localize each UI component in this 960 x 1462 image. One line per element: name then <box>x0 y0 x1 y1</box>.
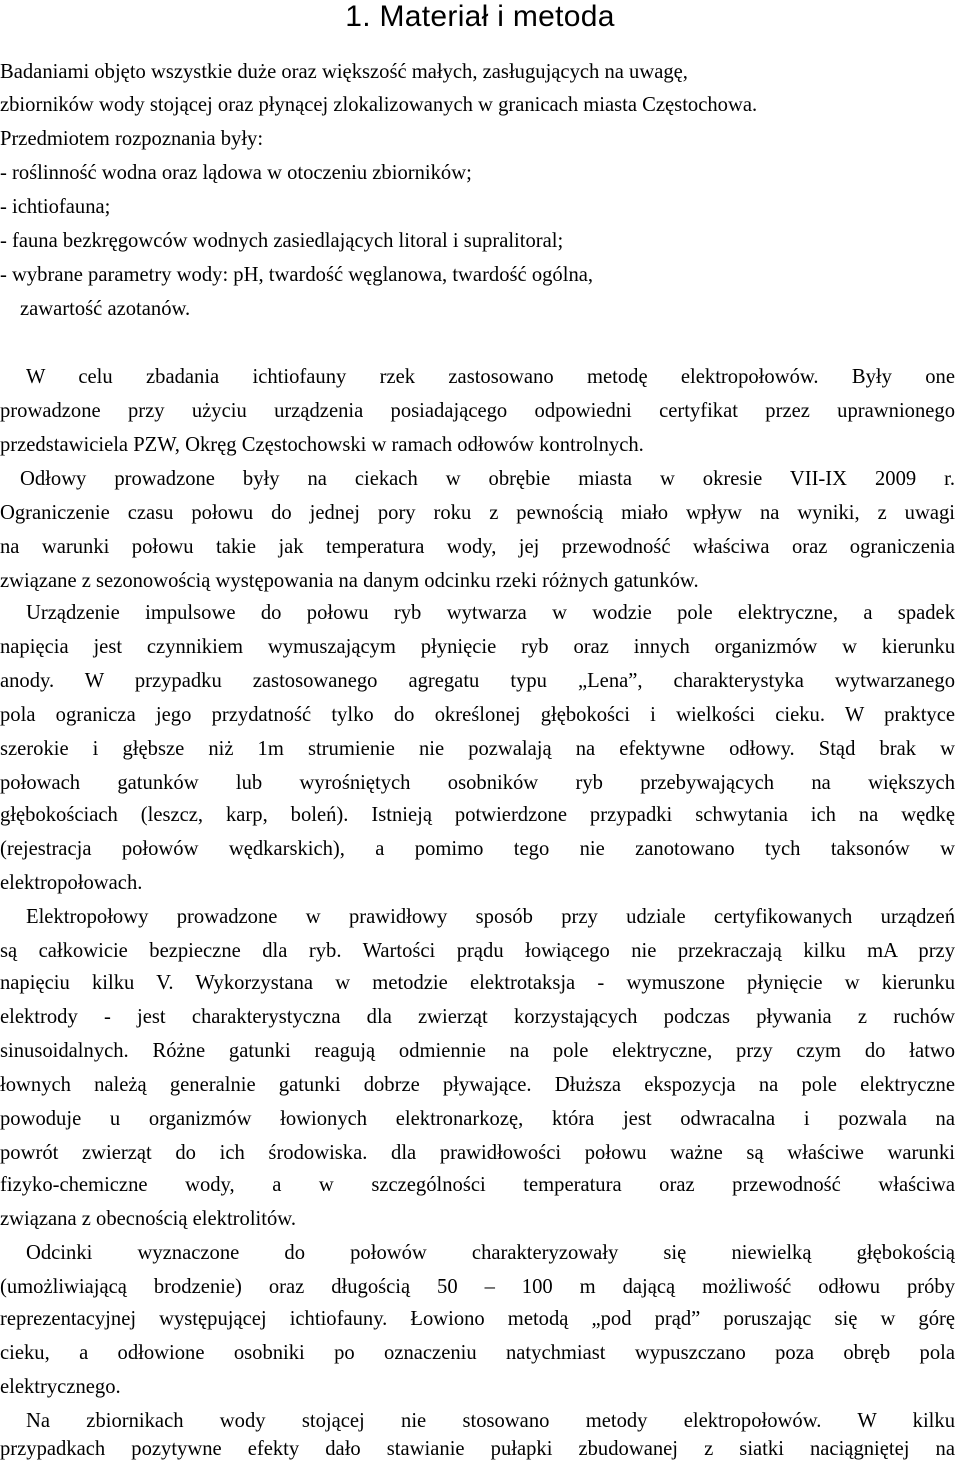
text-line: na warunki połowu takie jak temperatura wody, jej przewodność właściwa oraz ograniczenia <box>0 536 955 558</box>
text-line: powrót zwierząt do ich środowiska. dla prawidłowości połowu ważne są właściwe warunki <box>0 1142 955 1164</box>
text-line: przypadkach pozytywne efekty dało stawianie pułapki zbudowanej z siatki naciągniętej na <box>0 1438 955 1460</box>
text-line: - wybrane parametry wody: pH, twardość węglanowa, twardość ogólna, <box>0 264 594 286</box>
text-line: cieku, a odłowione osobniki po oznaczeniu natychmiast wypuszczano poza obręb pola <box>0 1342 955 1364</box>
text-line: połowach gatunków lub wyrośniętych osobników ryb przebywających na większych <box>0 772 955 794</box>
text-line: (umożliwiającą brodzenie) oraz długością 50 – 100 m dającą możliwość odłowu próby <box>0 1276 955 1298</box>
text-line: elektropołowach. <box>0 872 143 894</box>
text-line: Przedmiotem rozpoznania były: <box>0 128 264 150</box>
text-line: W celu zbadania ichtiofauny rzek zastosowano metodę elektropołowów. Były one <box>26 366 955 388</box>
text-line: związane z sezonowością występowania na danym odcinku rzeki różnych gatunków. <box>0 570 699 592</box>
text-line: anody. W przypadku zastosowanego agregatu typu „Lena”, charakterystyka wytwarzanego <box>0 670 955 692</box>
text-line: Urządzenie impulsowe do połowu ryb wytwarza w wodzie pole elektryczne, a spadek <box>26 602 955 624</box>
text-line: pola ogranicza jego przydatność tylko do określonej głębokości i wielkości cieku. W praktyce <box>0 704 955 726</box>
text-line: reprezentacyjnej występującej ichtiofauny. Łowiono metodą „pod prąd” poruszając się w górę <box>0 1308 955 1330</box>
text-line: - fauna bezkręgowców wodnych zasiedlających litoral i supralitoral; <box>0 230 564 252</box>
text-line: przedstawiciela PZW, Okręg Częstochowski w ramach odłowów kontrolnych. <box>0 434 644 456</box>
text-line: głębokościach (leszcz, karp, boleń). Istnieją potwierdzone przypadki schwytania ich na wędkę <box>0 804 955 826</box>
text-line: napięcia jest czynnikiem wymuszającym płynięcie ryb oraz innych organizmów w kierunku <box>0 636 955 658</box>
text-line: są całkowicie bezpieczne dla ryb. Wartości prądu łowiącego nie przekraczają kilku mA przy <box>0 940 955 962</box>
text-line: Na zbiornikach wody stojącej nie stosowano metody elektropołowów. W kilku <box>26 1410 955 1432</box>
text-line: Ograniczenie czasu połowu do jednej pory roku z pewnością miało wpływ na wyniki, z uwagi <box>0 502 955 524</box>
text-line: elektrody - jest charakterystyczna dla zwierząt korzystających podczas pływania z ruchów <box>0 1006 955 1028</box>
text-line: powoduje u organizmów łowionych elektronarkozę, która jest odwracalna i pozwala na <box>0 1108 955 1130</box>
text-line: szerokie i głębsze niż 1m strumienie nie pozwalają na efektywne odłowy. Stąd brak w <box>0 738 955 760</box>
text-line: napięciu kilku V. Wykorzystana w metodzie elektrotaksja - wymuszone płynięcie w kierunku <box>0 972 955 994</box>
text-line: (rejestracja połowów wędkarskich), a pomimo tego nie zanotowano tych taksonów w <box>0 838 955 860</box>
text-line: Odcinki wyznaczone do połowów charakteryzowały się niewielką głębokością <box>26 1242 955 1264</box>
text-line: sinusoidalnych. Różne gatunki reagują odmiennie na pole elektryczne, przy czym do łatwo <box>0 1040 955 1062</box>
text-line: zbiorników wody stojącej oraz płynącej zlokalizowanych w granicach miasta Częstochowa. <box>0 94 758 116</box>
text-line: Badaniami objęto wszystkie duże oraz większość małych, zasługujących na uwagę, <box>0 61 688 83</box>
text-line: fizyko-chemiczne wody, a w szczególności temperatura oraz przewodność właściwa <box>0 1174 955 1196</box>
text-line: elektrycznego. <box>0 1376 121 1398</box>
text-line: łownych należą generalnie gatunki dobrze pływające. Dłuższa ekspozycja na pole elektryczne <box>0 1074 955 1096</box>
text-line: Elektropołowy prowadzone w prawidłowy sposób przy udziale certyfikowanych urządzeń <box>26 906 955 928</box>
text-line: związana z obecnością elektrolitów. <box>0 1208 296 1230</box>
text-line: - roślinność wodna oraz lądowa w otoczeniu zbiorników; <box>0 162 472 184</box>
text-line: zawartość azotanów. <box>20 298 191 320</box>
text-line: - ichtiofauna; <box>0 196 111 218</box>
text-line: prowadzone przy użyciu urządzenia posiadającego odpowiedni certyfikat przez uprawnionego <box>0 400 955 422</box>
section-heading: 1. Materiał i metoda <box>345 0 615 33</box>
text-line: Odłowy prowadzone były na ciekach w obrębie miasta w okresie VII-IX 2009 r. <box>20 468 955 490</box>
